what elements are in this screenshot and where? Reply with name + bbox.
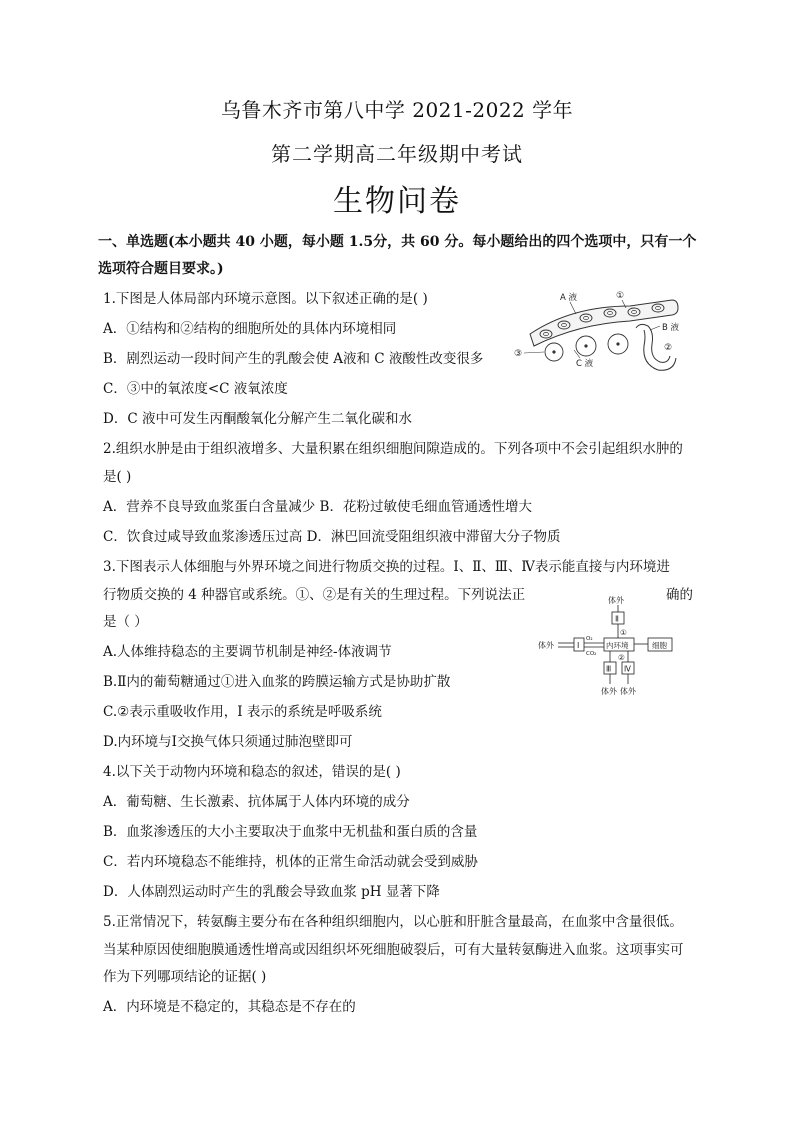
term-title: 第二学期高二年级期中考试 <box>271 142 523 166</box>
process-1-mark: ① <box>620 628 627 637</box>
cell-label: 细胞 <box>652 641 667 650</box>
q4-option-b: B．血浆渗透压的大小主要取决于血浆中无机盐和蛋白质的含量 <box>103 824 478 840</box>
q2-options-ab: A．营养不良导致血浆蛋白含量减少 B．花粉过敏使毛细血管通透性增大 <box>103 499 532 515</box>
q3-stem-line1: 3.下图表示人体细胞与外界环境之间进行物质交换的过程。Ⅰ、Ⅱ、Ⅲ、Ⅳ表示能直接与内环境进 <box>103 559 670 575</box>
box-ii-label: Ⅱ <box>615 614 619 624</box>
box-iv-label: Ⅳ <box>624 664 631 674</box>
mark-3: ③ <box>514 349 523 359</box>
q1-option-d: D．C 液中可发生丙酮酸氧化分解产生二氧化碳和水 <box>103 411 412 427</box>
q3-option-d: D.内环境与Ⅰ交换气体只须通过肺泡壁即可 <box>103 734 353 750</box>
q2-stem-line1: 2.组织水肿是由于组织液增多、大量积累在组织细胞间隙造成的。下列各项中不会引起组织水肿的 <box>103 441 683 457</box>
mark-2: ② <box>664 343 673 353</box>
tissue-cell-nucleus <box>552 350 555 353</box>
label-a-leader <box>570 302 576 314</box>
box-iii-label: Ⅲ <box>606 664 612 674</box>
q4-option-d: D．人体剧烈运动时产生的乳酸会导致血浆 pH 显著下降 <box>103 884 440 900</box>
q2-stem-line2: 是( ) <box>103 469 132 485</box>
mark-3-leader <box>524 352 544 353</box>
q1-stem: 1.下图是人体局部内环境示意图。以下叙述正确的是( ) <box>103 291 428 307</box>
q1-option-c: C．③中的氧浓度<C 液氧浓度 <box>103 381 288 397</box>
process-2-mark: ② <box>618 653 625 662</box>
q3-exchange-diagram <box>538 592 702 700</box>
label-b-liquid: B 液 <box>662 323 680 333</box>
q1-internal-environment-figure <box>512 288 702 380</box>
q3-option-a: A.人体维持稳态的主要调节机制是神经-体液调节 <box>103 644 392 660</box>
q3-option-c: C.②表示重吸收作用，Ⅰ 表示的系统是呼吸系统 <box>103 704 382 720</box>
o2-label: O₂ <box>586 636 593 642</box>
q5-stem-line3: 作为下列哪项结论的证据( ) <box>103 969 267 985</box>
tissue-cell-nucleus <box>616 342 619 345</box>
subject-title: 生物问卷 <box>333 184 461 219</box>
q3-option-b: B.Ⅱ内的葡萄糖通过①进入血浆的跨膜运输方式是协助扩散 <box>103 674 451 690</box>
box-i-label: Ⅰ <box>577 641 580 650</box>
q2-options-cd: C．饮食过咸导致血浆渗透压过高 D．淋巴回流受阻组织液中滞留大分子物质 <box>103 529 561 545</box>
q5-stem-line2: 当某种原因使细胞膜通透性增高或因组织坏死细胞破裂后，可有大量转氨酶进入血浆。这项事实可 <box>103 942 684 958</box>
co2-label: CO₂ <box>586 651 597 657</box>
tissue-cell-nucleus <box>584 344 587 347</box>
q3-stem-line3: 是（ ） <box>103 614 148 630</box>
outside-left-label: 体外 <box>538 641 554 650</box>
q5-option-a: A．内环境是不稳定的，其稳态是不存在的 <box>103 999 356 1015</box>
section-instructions-line2: 选项符合题目要求。) <box>98 261 224 277</box>
mark-1: ① <box>616 291 625 301</box>
label-b-leader <box>650 326 660 330</box>
q1-option-a: A．①结构和②结构的细胞所处的具体内环境相同 <box>103 321 397 337</box>
outside-bottom-1: 体外 <box>601 687 617 696</box>
q5-stem-line1: 5.正常情况下，转氨酶主要分布在各种组织细胞内，以心脏和肝脏含量最高，在血浆中含量很低。 <box>103 914 683 930</box>
school-title: 乌鲁木齐市第八中学 2021-2022 学年 <box>220 98 574 122</box>
q1-option-b: B．剧烈运动一段时间产生的乳酸会使 A液和 C 液酸性改变很多 <box>103 351 484 367</box>
q4-stem: 4.以下关于动物内环境和稳态的叙述，错误的是( ) <box>103 764 401 780</box>
outside-top-label: 体外 <box>608 596 624 605</box>
q3-stem-line2a: 行物质交换的 4 种器官或系统。①、②是有关的生理过程。下列说法正 <box>103 587 526 603</box>
q3-stem-line2b: 确的 <box>666 587 693 603</box>
internal-environment-label: 内环境 <box>606 641 629 650</box>
q4-option-c: C．若内环境稳态不能维持，机体的正常生命活动就会受到威胁 <box>103 854 478 870</box>
label-c-liquid: C 液 <box>576 359 594 369</box>
outside-bottom-2: 体外 <box>620 687 636 696</box>
section-instructions-line1: 一、单选题(本小题共 40 小题，每小题 1.5分，共 60 分。每小题给出的四个选项中，只有一个 <box>98 234 697 250</box>
q4-option-a: A．葡萄糖、生长激素、抗体属于人体内环境的成分 <box>103 794 410 810</box>
label-a-liquid: A 液 <box>560 293 578 303</box>
